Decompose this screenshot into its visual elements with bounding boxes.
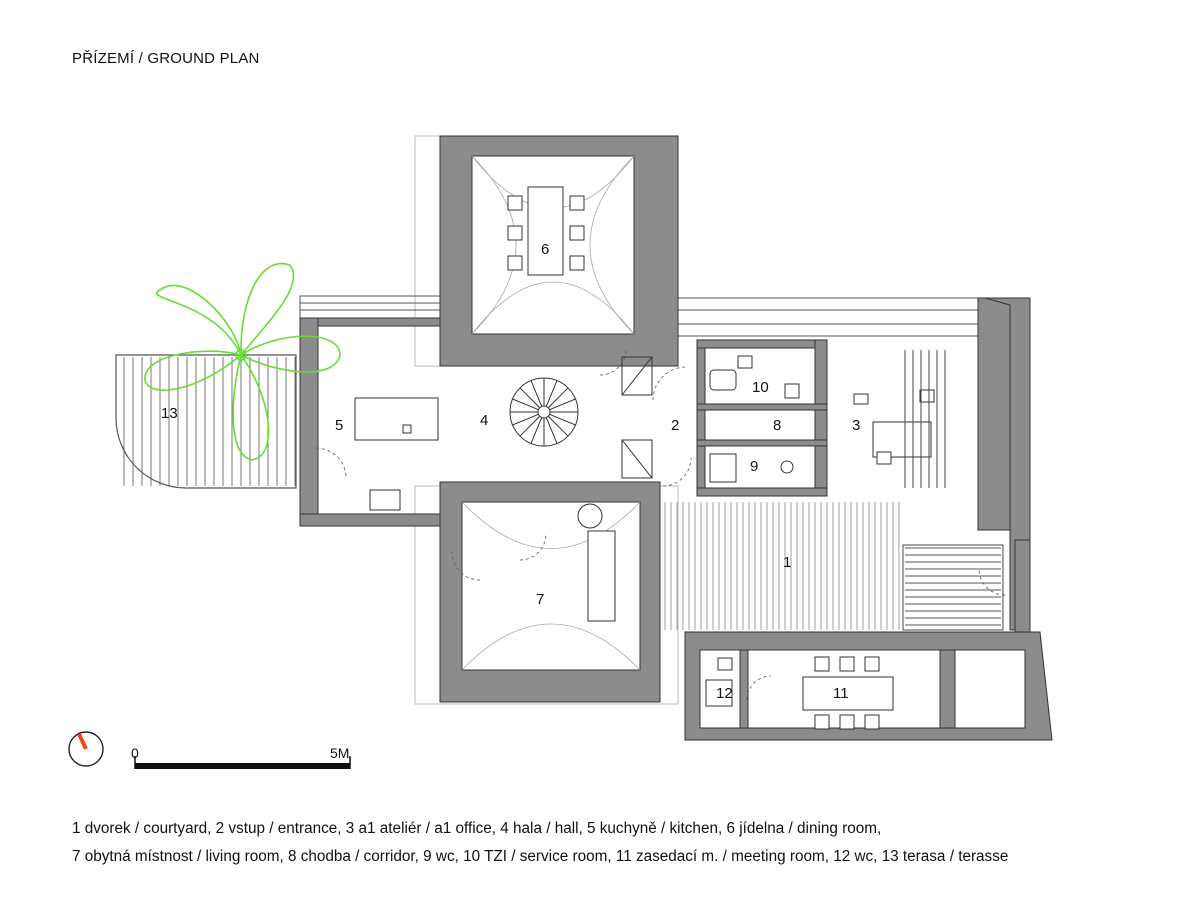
room-number-8: 8 xyxy=(773,417,782,434)
room-number-1: 1 xyxy=(783,554,792,571)
office-furniture xyxy=(854,390,934,464)
courtyard-stairs xyxy=(905,548,1001,625)
spiral-staircase xyxy=(510,378,578,446)
scale-start-label: 0 xyxy=(131,745,139,761)
room-number-2: 2 xyxy=(671,417,680,434)
room-number-10: 10 xyxy=(752,379,769,396)
legend-line-2: 7 obytná místnost / living room, 8 chodba / corridor, 9 wc, 10 TZI / service room, 11 zasedací m. / meeting room, 12 wc, 13 terasa / terasse xyxy=(72,848,1009,865)
scale-end-label: 5M xyxy=(330,745,350,761)
terrace-decking xyxy=(116,355,296,488)
plan-title: PŘÍZEMÍ / GROUND PLAN xyxy=(72,50,260,67)
entrance-doors xyxy=(622,357,652,478)
courtyard-paving xyxy=(665,502,899,630)
room-legend xyxy=(72,815,1182,871)
dining-furniture xyxy=(508,187,584,275)
room-number-3: 3 xyxy=(852,417,861,434)
room-number-12: 12 xyxy=(716,685,733,702)
room-number-5: 5 xyxy=(335,417,344,434)
room-number-9: 9 xyxy=(750,458,759,475)
room-number-11: 11 xyxy=(833,685,849,702)
kitchen-furniture xyxy=(355,398,438,510)
room-number-13: 13 xyxy=(161,405,178,422)
legend-line-1: 1 dvorek / courtyard, 2 vstup / entrance, 3 a1 ateliér / a1 office, 4 hala / hall, 5 kuchyně / kitchen, 6 jídelna / dining room, xyxy=(72,820,882,837)
north-arrow-icon xyxy=(69,732,103,766)
room-number-7: 7 xyxy=(536,591,545,608)
scale-bar xyxy=(131,745,350,769)
room-number-6: 6 xyxy=(541,241,550,258)
room-number-4: 4 xyxy=(480,412,489,429)
